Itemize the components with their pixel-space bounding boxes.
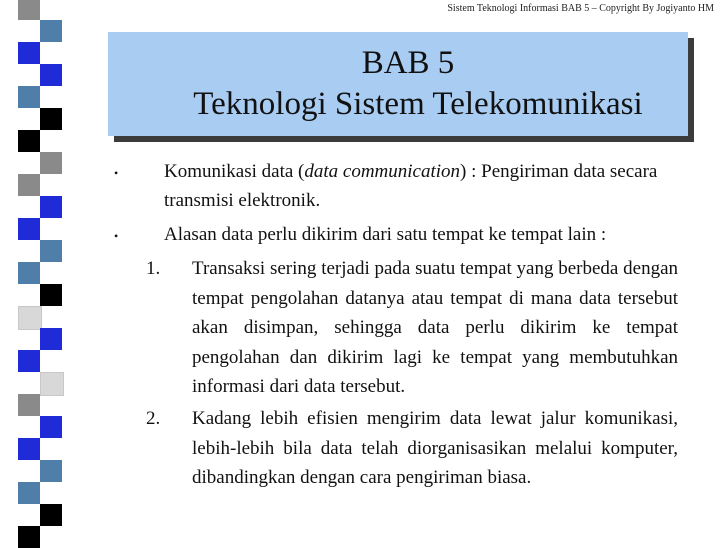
decorative-square (40, 284, 62, 306)
decorative-square (40, 416, 62, 438)
decorative-square (40, 240, 62, 262)
decorative-square-strip (0, 0, 68, 540)
definition-paragraph (164, 157, 684, 215)
title-topic: Teknologi Sistem Telekomunikasi (193, 86, 643, 122)
decorative-square (18, 394, 40, 416)
decorative-square (18, 306, 42, 330)
decorative-square (18, 0, 40, 20)
title-chapter: BAB 5 (361, 45, 455, 81)
decorative-square (18, 482, 40, 504)
definition-lead: Komunikasi data ( (164, 161, 305, 182)
decorative-square (40, 108, 62, 130)
decorative-square (40, 504, 62, 526)
bullet-marker: • (114, 229, 119, 243)
title-box (108, 32, 688, 136)
decorative-square (18, 42, 40, 64)
decorative-square (40, 460, 62, 482)
bullet-marker: • (114, 166, 119, 180)
definition-text: Pengiriman data secara transmisi elektronik. (164, 161, 658, 211)
reason-text: Kadang lebih efisien mengirim data lewat jalur komunikasi, lebih-lebih bila data telah diorganisasikan melalui komputer, dibandingkan dengan cara pengiriman biasa. (192, 408, 678, 488)
reason-number: 2. (146, 408, 161, 429)
decorative-square (40, 20, 62, 42)
decorative-square (40, 196, 62, 218)
definition-lead-after: ) : (460, 161, 482, 182)
reasons-intro: Alasan data perlu dikirim dari satu tempat ke tempat lain : (164, 224, 607, 245)
decorative-square (18, 218, 40, 240)
header-copyright-note: Sistem Teknologi Informasi BAB 5 – Copyright By Jogiyanto HM (447, 3, 714, 14)
decorative-square (40, 372, 64, 396)
decorative-square (18, 350, 40, 372)
decorative-square (40, 64, 62, 86)
decorative-square (18, 262, 40, 284)
reason-number: 1. (146, 258, 161, 279)
decorative-square (18, 438, 40, 460)
decorative-square (18, 86, 40, 108)
decorative-square (18, 130, 40, 152)
decorative-square (40, 152, 62, 174)
decorative-square (18, 174, 40, 196)
reason-text: Transaksi sering terjadi pada suatu tempat yang berbeda dengan tempat pengolahan datanya atau tempat di mana data tersebut akan disimpan, sehingga data perlu dikirim ke tempat pengolahan dan dikirim lagi ke tempat yang membutuhkan informasi dari data tersebut. (192, 258, 678, 397)
decorative-square (40, 328, 62, 350)
definition-lead-italic: data communication (304, 161, 461, 182)
decorative-square (18, 526, 40, 548)
